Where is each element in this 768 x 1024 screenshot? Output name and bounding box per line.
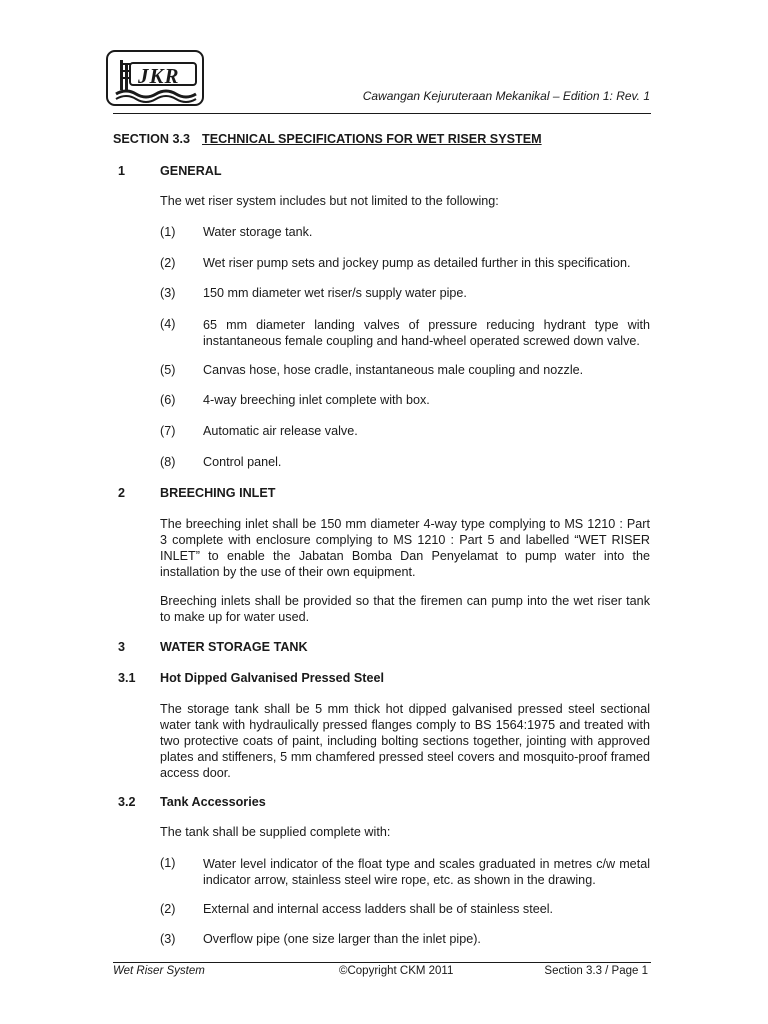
heading-num-3: 3 (118, 640, 126, 654)
footer-rule (113, 962, 651, 963)
heading-num-2: 2 (118, 486, 126, 500)
list-item-text: 150 mm diameter wet riser/s supply water pipe. (203, 286, 467, 300)
heading-galvanised: Hot Dipped Galvanised Pressed Steel (160, 671, 384, 685)
list-item-label: (2) (160, 902, 176, 916)
list-item-text: Automatic air release valve. (203, 424, 358, 438)
list-item-label: (6) (160, 393, 176, 407)
list-item-label: (7) (160, 424, 176, 438)
general-intro: The wet riser system includes but not limited to the following: (160, 194, 499, 208)
heading-general: GENERAL (160, 164, 222, 178)
list-item-label: (3) (160, 932, 176, 946)
list-item-text: 4-way breeching inlet complete with box. (203, 393, 430, 407)
logo-text: JKR (138, 64, 180, 88)
list-item-text: Water storage tank. (203, 225, 313, 239)
heading-num-3-1: 3.1 (118, 671, 136, 685)
edition-line: Cawangan Kejuruteraan Mekanikal – Edition 1: Rev. 1 (362, 89, 650, 103)
heading-accessories: Tank Accessories (160, 795, 266, 809)
breeching-para-2: Breeching inlets shall be provided so that the firemen can pump into the wet riser tank to make up for water used. (160, 594, 650, 624)
header-rule (113, 113, 651, 114)
list-item-text: External and internal access ladders shall be of stainless steel. (203, 902, 554, 916)
list-item-text: Wet riser pump sets and jockey pump as detailed further in this specification. (203, 256, 631, 270)
accessories-intro: The tank shall be supplied complete with: (160, 825, 391, 839)
heading-tank: WATER STORAGE TANK (160, 640, 308, 654)
list-item-text: 65 mm diameter landing valves of pressure reducing hydrant type with instantaneous female coupling and hand-wheel operated screwed down valve. (203, 318, 650, 348)
heading-breeching: BREECHING INLET (160, 486, 276, 500)
list-item-label: (5) (160, 363, 176, 377)
list-item-label: (2) (160, 256, 176, 270)
galvanised-para: The storage tank shall be 5 mm thick hot dipped galvanised pressed steel sectional water tank with hydraulically pressed flanges comply to BS 1564:1975 and treated with two protective coats of paint, including bolting sections together, jointing with approved plates and stiffeners, 5 mm chamfered pressed steel covers and mosquito-proof framed access door. (160, 702, 650, 780)
section-title: TECHNICAL SPECIFICATIONS FOR WET RISER SYSTEM (202, 132, 542, 146)
heading-num-1: 1 (118, 164, 126, 178)
list-item-text: Water level indicator of the float type and scales graduated in metres c/w metal indicator arrow, stainless steel wire rope, etc. as shown in the drawing. (203, 857, 650, 887)
footer-copyright: ©Copyright CKM 2011 (339, 965, 454, 977)
footer-left: Wet Riser System (113, 965, 205, 977)
list-item-label: (1) (160, 225, 176, 239)
list-item-label: (3) (160, 286, 176, 300)
list-item-text: Overflow pipe (one size larger than the inlet pipe). (203, 932, 481, 946)
list-item-label: (8) (160, 455, 176, 469)
heading-num-3-2: 3.2 (118, 795, 136, 809)
list-item-text: Canvas hose, hose cradle, instantaneous male coupling and nozzle. (203, 363, 584, 377)
list-item-text: Control panel. (203, 455, 282, 469)
breeching-para-1: The breeching inlet shall be 150 mm diameter 4-way type complying to MS 1210 : Part 3 complete with enclosure complying to MS 1210 : Part 5 and labelled “WET RISER INLET” to enable the Jabatan Bomba Dan Penyelamat to pump water into the installation by the use of their own equipment. (160, 517, 650, 579)
footer-page: Section 3.3 / Page 1 (544, 965, 648, 977)
list-item-label: (1) (160, 856, 176, 870)
list-item-label: (4) (160, 317, 176, 331)
section-label: SECTION 3.3 (113, 132, 190, 146)
jkr-logo (106, 50, 204, 106)
